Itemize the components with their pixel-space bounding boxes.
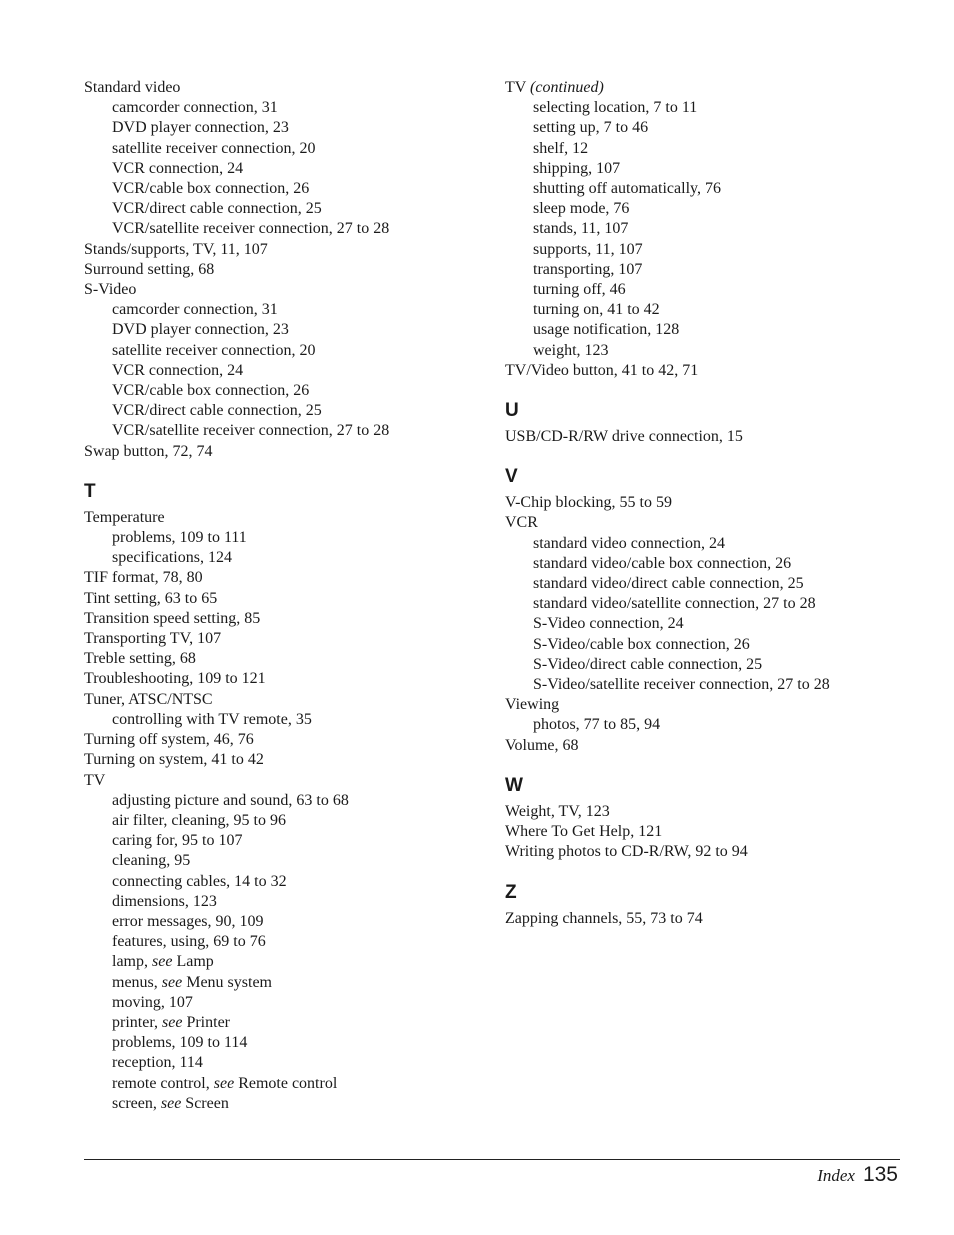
index-entry: Swap button, 72, 74 [84, 442, 213, 460]
index-entry [505, 78, 925, 98]
index-subentry: features, using, 69 to 76 [112, 933, 266, 951]
index-subentry: shutting off automatically, 76 [533, 180, 721, 198]
index-subentry: standard video/direct cable connection, 25 [533, 575, 804, 593]
cross-reference-marker: see [160, 1094, 182, 1112]
entry-text: remote control, [112, 1074, 214, 1092]
index-subentry: weight, 123 [533, 341, 609, 359]
section-letter-heading: T [84, 480, 96, 502]
index-subentry [84, 952, 484, 972]
index-entry: Troubleshooting, 109 to 121 [84, 670, 266, 688]
index-subentry: shipping, 107 [533, 159, 621, 177]
index-subentry: turning on, 41 to 42 [533, 301, 660, 319]
page-footer [817, 1163, 898, 1187]
index-subentry: satellite receiver connection, 20 [112, 341, 316, 359]
cross-reference-marker: see [161, 973, 183, 991]
footer-rule [84, 1159, 900, 1160]
index-subentry: problems, 109 to 114 [112, 1034, 248, 1052]
index-entry: Weight, TV, 123 [505, 802, 610, 820]
index-subentry [84, 1094, 484, 1114]
index-subentry: VCR/satellite receiver connection, 27 to 28 [112, 220, 390, 238]
index-subentry: standard video connection, 24 [533, 534, 725, 552]
index-subentry: caring for, 95 to 107 [112, 832, 243, 850]
index-entry: Transition speed setting, 85 [84, 609, 261, 627]
index-subentry: VCR connection, 24 [112, 361, 244, 379]
index-entry: Writing photos to CD-R/RW, 92 to 94 [505, 843, 748, 861]
index-subentry: supports, 11, 107 [533, 240, 643, 258]
index-subentry: satellite receiver connection, 20 [112, 139, 316, 157]
index-subentry: problems, 109 to 111 [112, 529, 247, 547]
index-subentry [84, 1074, 484, 1094]
section-letter-heading: V [505, 466, 518, 488]
index-subentry: S-Video connection, 24 [533, 615, 684, 633]
section-letter-heading: W [505, 774, 523, 796]
index-subentry: VCR/satellite receiver connection, 27 to 28 [112, 422, 390, 440]
index-subentry: transporting, 107 [533, 260, 643, 278]
entry-text: screen, [112, 1094, 161, 1112]
index-entry: V-Chip blocking, 55 to 59 [505, 494, 672, 512]
index-entry: Treble setting, 68 [84, 650, 196, 668]
entry-text: printer, [112, 1013, 163, 1031]
index-subentry: reception, 114 [112, 1054, 203, 1072]
cross-reference-marker: (continued) [530, 79, 604, 96]
index-entry: Temperature [84, 508, 165, 526]
index-subentry: shelf, 12 [533, 139, 589, 157]
index-subentry: DVD player connection, 23 [112, 119, 289, 137]
index-subentry: sleep mode, 76 [533, 200, 630, 218]
index-subentry: standard video/cable box connection, 26 [533, 554, 792, 572]
index-entry: Turning off system, 46, 76 [84, 731, 254, 749]
index-subentry: selecting location, 7 to 11 [533, 99, 698, 117]
index-subentry [84, 973, 484, 993]
index-subentry: camcorder connection, 31 [112, 301, 278, 319]
section-letter-heading: U [505, 400, 519, 422]
index-subentry: specifications, 124 [112, 549, 232, 567]
page-number: 135 [862, 1163, 898, 1186]
index-subentry: S-Video/satellite receiver connection, 27 to 28 [533, 676, 830, 694]
index-entry: Viewing [505, 696, 560, 714]
index-subentry: S-Video/direct cable connection, 25 [533, 655, 763, 673]
index-subentry: controlling with TV remote, 35 [112, 710, 312, 728]
index-subentry: stands, 11, 107 [533, 220, 629, 238]
index-subentry: VCR/cable box connection, 26 [112, 180, 310, 198]
cross-reference-target: Printer [182, 1013, 230, 1031]
index-subentry: turning off, 46 [533, 281, 626, 299]
index-subentry: connecting cables, 14 to 32 [112, 872, 287, 890]
index-subentry: standard video/satellite connection, 27 to 28 [533, 595, 816, 613]
entry-text: TV [505, 79, 531, 96]
cross-reference-marker: see [152, 953, 173, 971]
index-subentry: DVD player connection, 23 [112, 321, 289, 339]
index-subentry: air filter, cleaning, 95 to 96 [112, 811, 286, 829]
cross-reference-marker: see [162, 1013, 183, 1031]
index-subentry: moving, 107 [112, 993, 193, 1011]
cross-reference-target: Lamp [172, 953, 214, 971]
entry-text: menus, [112, 973, 162, 991]
index-subentry: adjusting picture and sound, 63 to 68 [112, 791, 349, 809]
index-subentry: cleaning, 95 [112, 852, 191, 870]
index-subentry: VCR/cable box connection, 26 [112, 382, 310, 400]
index-entry: Volume, 68 [505, 736, 579, 754]
cross-reference-target: Remote control [234, 1074, 338, 1092]
index-subentry: dimensions, 123 [112, 892, 217, 910]
index-entry: Surround setting, 68 [84, 260, 215, 278]
index-entry: Stands/supports, TV, 11, 107 [84, 240, 268, 258]
index-entry: USB/CD-R/RW drive connection, 15 [505, 428, 743, 446]
cross-reference-marker: see [213, 1074, 235, 1092]
index-column-right [505, 78, 925, 929]
index-entry: Tuner, ATSC/NTSC [84, 690, 213, 708]
index-subentry: VCR/direct cable connection, 25 [112, 402, 322, 420]
entry-text: lamp, [112, 953, 152, 971]
index-entry: Tint setting, 63 to 65 [84, 589, 218, 607]
index-subentry: VCR/direct cable connection, 25 [112, 200, 322, 218]
index-entry: TIF format, 78, 80 [84, 569, 203, 587]
index-entry: TV/Video button, 41 to 42, 71 [505, 361, 699, 379]
index-subentry: setting up, 7 to 46 [533, 119, 649, 137]
index-subentry: camcorder connection, 31 [112, 99, 278, 117]
index-subentry: error messages, 90, 109 [112, 912, 264, 930]
index-subentry: photos, 77 to 85, 94 [533, 716, 661, 734]
index-subentry [84, 1013, 484, 1033]
index-entry: Where To Get Help, 121 [505, 823, 663, 841]
index-subentry: S-Video/cable box connection, 26 [533, 635, 750, 653]
index-subentry: VCR connection, 24 [112, 159, 244, 177]
index-entry: Standard video [84, 79, 181, 96]
index-entry: TV [84, 771, 106, 789]
index-entry: S-Video [84, 281, 137, 299]
cross-reference-target: Screen [181, 1094, 229, 1112]
footer-section-label: Index [817, 1166, 855, 1185]
index-entry: VCR [505, 514, 538, 532]
index-entry: Turning on system, 41 to 42 [84, 751, 264, 769]
index-subentry: usage notification, 128 [533, 321, 680, 339]
section-letter-heading: Z [505, 881, 517, 903]
index-column-left [84, 78, 484, 1114]
index-entry: Transporting TV, 107 [84, 630, 222, 648]
index-entry: Zapping channels, 55, 73 to 74 [505, 909, 703, 927]
cross-reference-target: Menu system [182, 973, 272, 991]
